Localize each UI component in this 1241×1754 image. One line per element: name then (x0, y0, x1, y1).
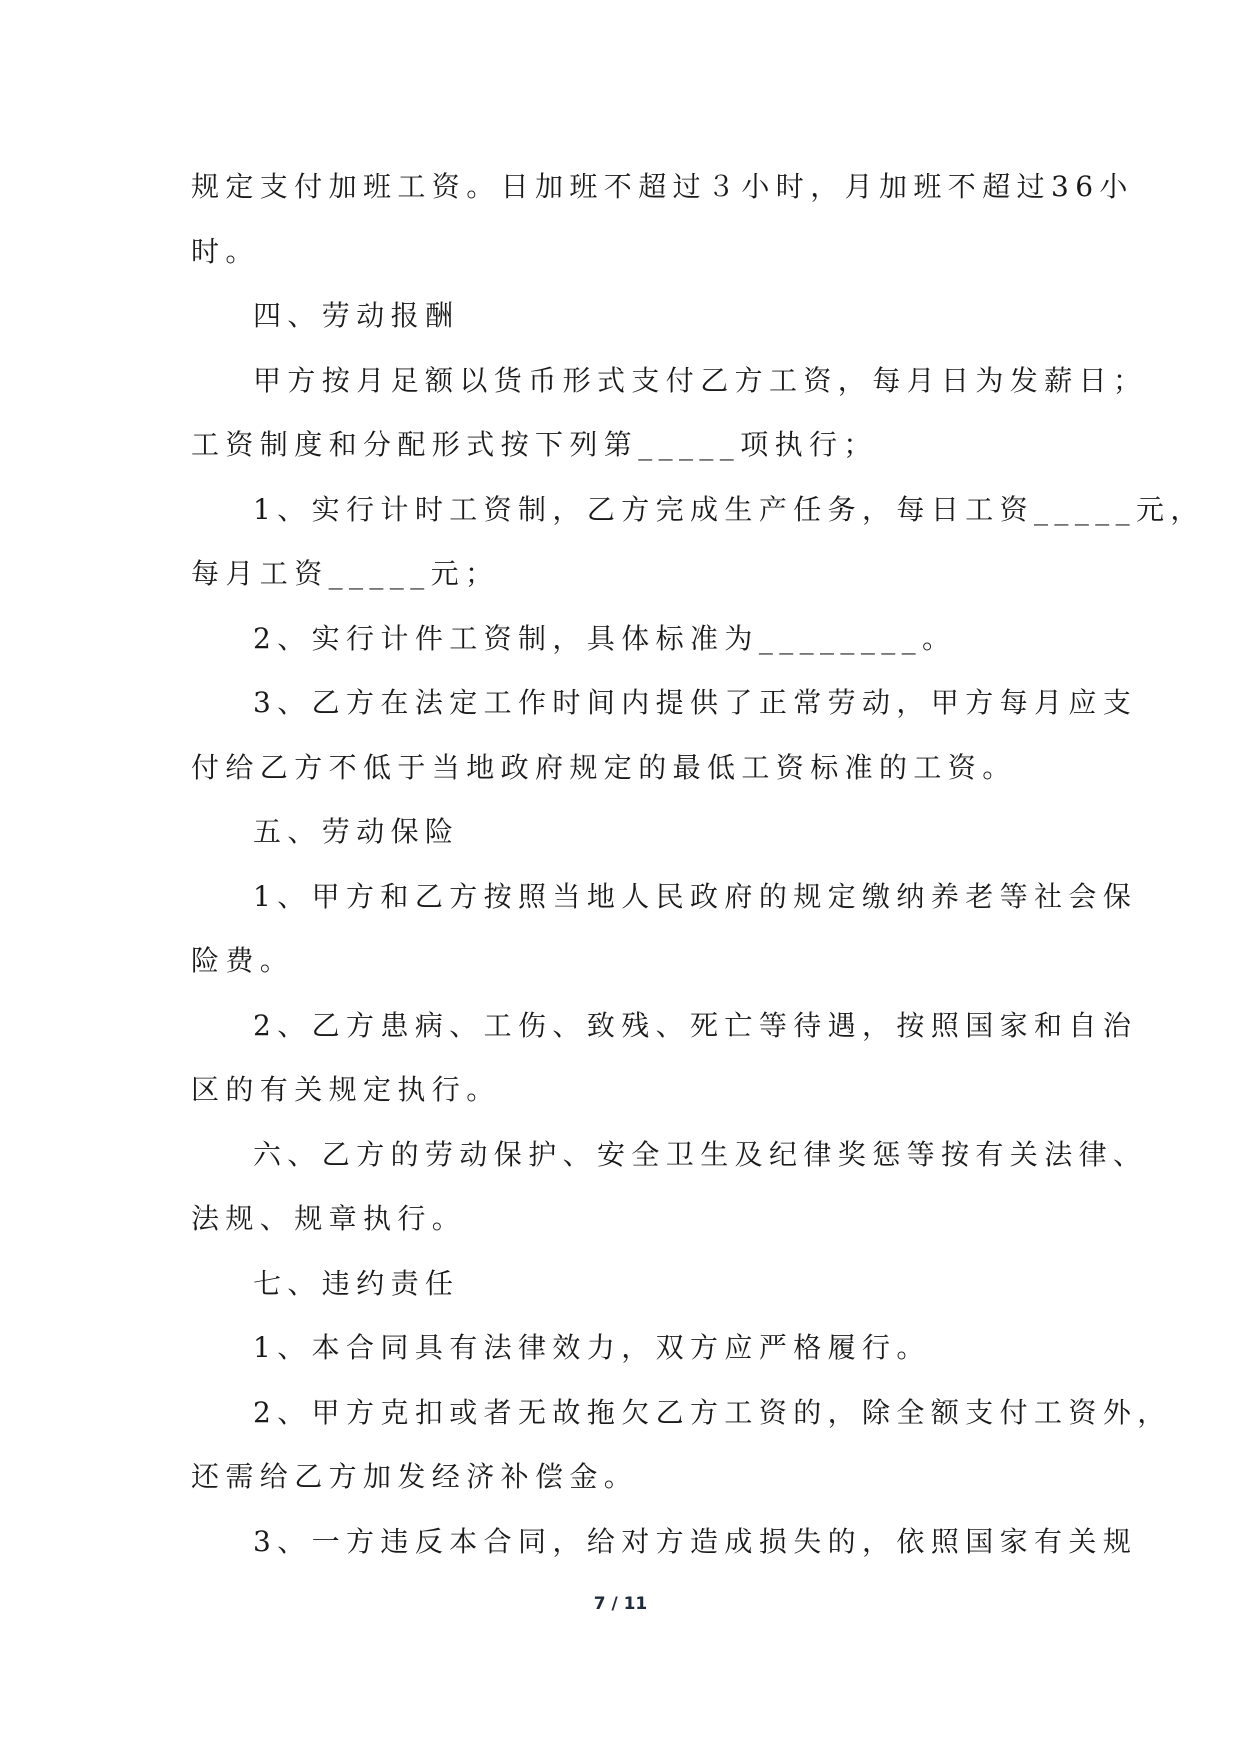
text-line: 1、实行计时工资制，乙方完成生产任务，每日工资_____元， (253, 492, 1205, 526)
text-line: 1、甲方和乙方按照当地人民政府的规定缴纳养老等社会保 (253, 879, 1138, 913)
text-line: 3、一方违反本合同，给对方造成损失的，依照国家有关规 (253, 1524, 1138, 1558)
text-line: 2、甲方克扣或者无故拖欠乙方工资的，除全额支付工资外， (253, 1395, 1172, 1429)
text-line: 工资制度和分配形式按下列第_____项执行； (191, 428, 878, 461)
section-heading: 七、违约责任 (253, 1266, 460, 1300)
section-heading: 四、劳动报酬 (253, 299, 460, 332)
text-line: 险费。 (191, 944, 295, 977)
text-line: 3、乙方在法定工作时间内提供了正常劳动，甲方每月应支 (253, 686, 1138, 719)
text-line: 区的有关规定执行。 (191, 1073, 501, 1106)
page-number: 7 / 11 (593, 1594, 648, 1614)
text-line: 每月工资_____元； (191, 557, 500, 590)
text-line: 2、实行计件工资制，具体标准为________。 (253, 621, 957, 655)
contract-body-text (191, 157, 1205, 1576)
text-line: 甲方按月足额以货币形式支付乙方工资，每月日为发薪日； (253, 363, 1148, 397)
text-line: 法规、规章执行。 (191, 1202, 467, 1235)
text-line: 2、乙方患病、工伤、致残、死亡等待遇，按照国家和自治 (253, 1008, 1138, 1042)
text-line: 1、本合同具有法律效力，双方应严格履行。 (253, 1331, 931, 1364)
text-line: 还需给乙方加发经济补偿金。 (191, 1460, 639, 1493)
text-line: 付给乙方不低于当地政府规定的最低工资标准的工资。 (191, 750, 1017, 784)
section-heading: 五、劳动保险 (253, 815, 460, 848)
text-line: 时。 (191, 234, 260, 268)
text-line: 规定支付加班工资。日加班不超过３小时，月加班不超过36小 (191, 170, 1134, 203)
section-heading: 六、乙方的劳动保护、安全卫生及纪律奖惩等按有关法律、 (253, 1137, 1148, 1171)
